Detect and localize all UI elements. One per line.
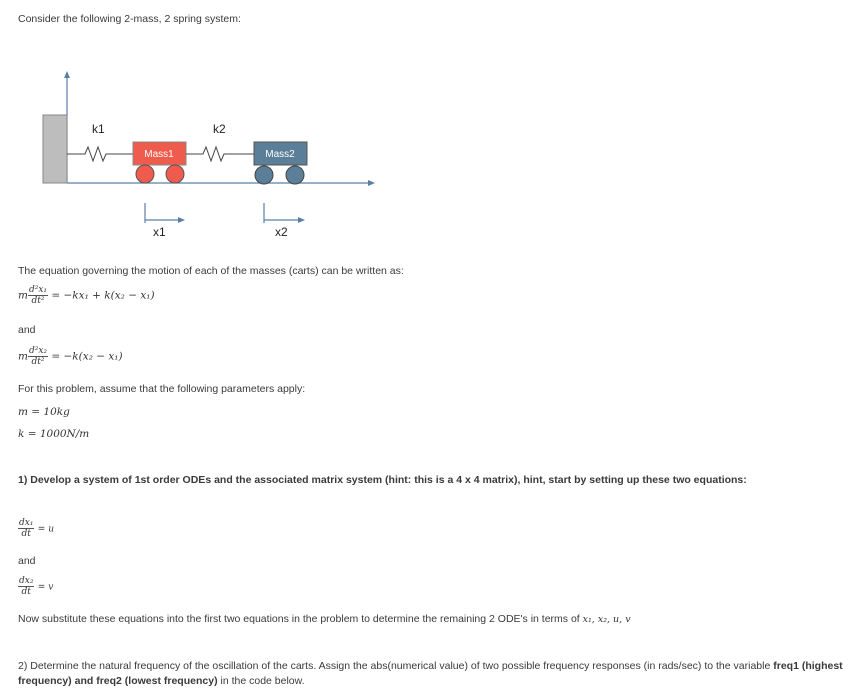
params-intro: For this problem, assume that the following parameters apply: <box>18 383 306 395</box>
equation-1: m $\frac{\text{d²x₁}}{\text{dt²}}$ = −kx₁ + k(x₂ − x₁) <box>18 285 155 306</box>
mass1-wheel-right <box>166 165 184 183</box>
substitute-variables: x₁, x₂, u, v <box>582 614 631 625</box>
equation-4: $\frac{\text{dx₂}}{dt}$ = v <box>19 576 54 597</box>
k1-label: k1 <box>92 122 105 136</box>
x2-label: x2 <box>275 225 288 239</box>
equation-2: m $\frac{\text{d²x₂}}{\text{dt²}}$ = −k(x₂ − x₁) <box>18 346 123 367</box>
param-m: m = 10kg <box>18 406 70 418</box>
spring-k1 <box>67 147 133 161</box>
intro-text: Consider the following 2-mass, 2 spring system: <box>18 13 241 25</box>
k2-label: k2 <box>213 122 226 136</box>
equation-3: $\frac{\text{dx₁}}{dt}$ = u <box>19 518 54 539</box>
mass1-wheel-left <box>136 165 154 183</box>
mass2-label: Mass2 <box>265 149 295 160</box>
and-text-1: and <box>18 324 36 336</box>
x1-label: x1 <box>153 225 166 239</box>
mass2-wheel-left <box>255 166 273 184</box>
and-text-2: and <box>18 555 36 567</box>
question-1: 1) Develop a system of 1st order ODEs and the associated matrix system (hint: this is a 4 x 4 matrix), hint, start by setting up these two equations: <box>18 474 747 486</box>
mass-spring-diagram <box>30 65 430 245</box>
spring-k2 <box>186 147 254 161</box>
mass2-wheel-right <box>286 166 304 184</box>
wall <box>43 115 67 183</box>
param-k: k = 1000N/m <box>18 428 90 440</box>
equation-intro: The equation governing the motion of each of the masses (carts) can be written as: <box>18 265 404 277</box>
mass1-label: Mass1 <box>144 149 174 160</box>
substitute-text: Now substitute these equations into the first two equations in the problem to determine the remaining 2 ODE's in terms of x₁, x₂, u, v <box>18 613 631 625</box>
question-2: 2) Determine the natural frequency of the oscillation of the carts. Assign the abs(numerical value) of two possible frequency responses (in rads/sec) to the variable freq1 (highest frequency) and freq2 (lowest frequency) in the code below. <box>18 660 843 687</box>
